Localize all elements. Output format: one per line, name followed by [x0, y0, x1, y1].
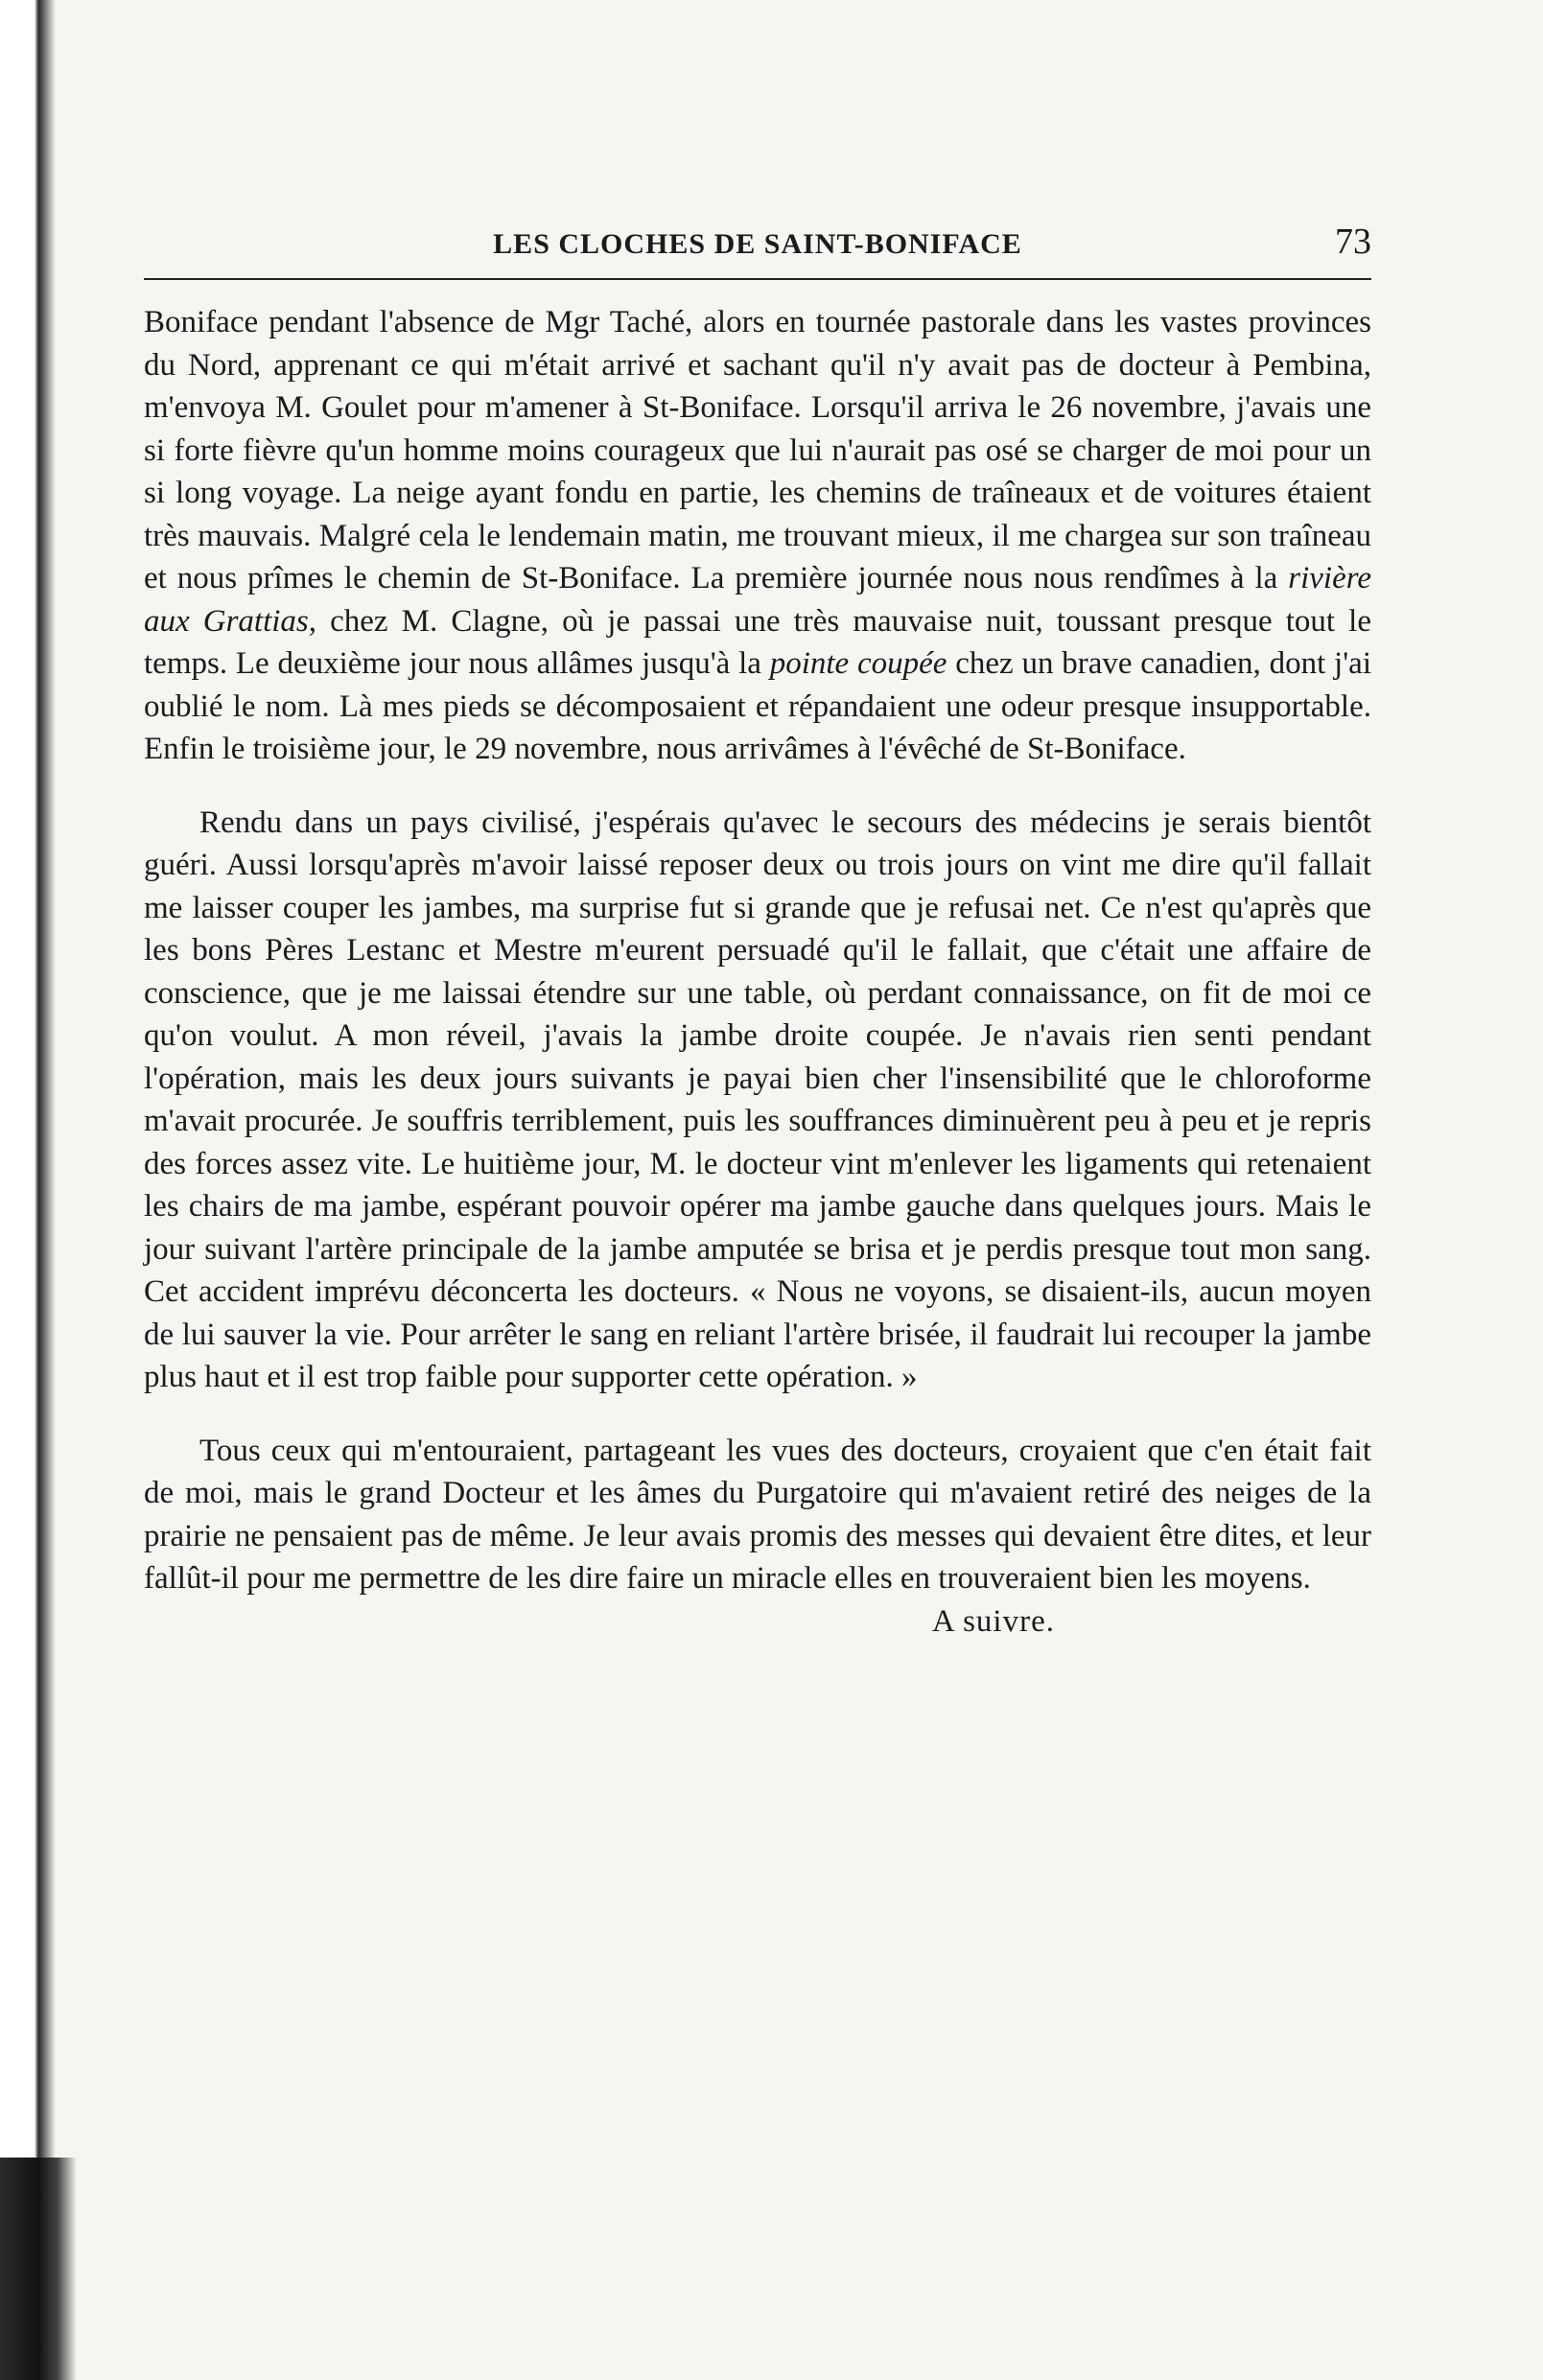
paragraph-2: Rendu dans un pays civilisé, j'espérais qu'avec le secours des médecins je serais bientôt guéri. Aussi lorsqu'après m'avoir laissé reposer deux ou trois jours on vint me dire qu'il fallait me laisser couper les jambes, ma surprise fut si grande que je refusai net. Ce n'est qu'après que les bons Pères Lestanc et Mestre m'eurent persuadé qu'il le fallait, que c'était une affaire de conscience, que je me laissai étendre sur une table, où perdant connaissance, on fit de moi ce qu'on voulut. A mon réveil, j'avais la jambe droite coupée. Je n'avais rien senti pendant l'opération, mais les deux jours suivants je payai bien cher l'insensibilité que le chloroforme m'avait procurée. Je souffris terriblement, puis les souffrances diminuèrent peu à peu et je repris des forces assez vite. Le huitième jour, M. le docteur vint m'enlever les ligaments qui retenaient les chairs de ma jambe, espérant pouvoir opérer ma jambe gauche dans quelques jours. Mais le jour suivant l'artère principale de la jambe amputée se brisa et je perdis presque tout mon sang. Cet accident imprévu déconcerta les docteurs. « Nous ne voyons, se disaient-ils, aucun moyen de lui sauver la vie. Pour arrêter le sang en reliant l'artère brisée, il faudrait lui recouper la jambe plus haut et il est trop faible pour supporter cette opération. »	[144, 805, 1371, 1394]
paragraph-3: Tous ceux qui m'entouraient, partageant les vues des docteurs, croyaient que c'en était fait de moi, mais le grand Docteur et les âmes du Purgatoire qui m'avaient retiré des neiges de la prairie ne pensaient pas de même. Je leur avais promis des messes qui devaient être dites, et leur fallût-il pour me permettre de les dire faire un miracle elles en trouveraient bien les moyens.	[144, 1433, 1371, 1596]
binding-shadow	[0, 2158, 77, 2380]
paragraph-1-text: Boniface pendant l'absence de Mgr Taché, alors en tournée pastorale dans les vastes provinces du Nord, apprenant ce qui m'était arrivé et sachant qu'il n'y avait pas de docteur à Pembina, m'envoya M. Goulet pour m'amener à St-Boniface. Lorsqu'il arriva le 26 novembre, j'avais une si forte fièvre qu'un homme moins courageux que lui n'aurait pas osé se charger de moi pour un si long voyage. La neige ayant fondu en partie, les chemins de traîneaux et de voitures étaient très mauvais. Malgré cela le lendemain matin, me trouvant mieux, il me chargea sur son traîneau et nous prîmes le chemin de St-Boniface. La première journée nous nous rendîmes à la	[144, 305, 1371, 595]
place-name-riviere: rivière aux Grattias	[144, 561, 1372, 639]
paragraph-1-text-end: chez un brave canadien, dont j'ai oublié le nom. Là mes pieds se décomposaient et répandaient une odeur presque insupportable. Enfin le troisième jour, le 29 novembre, nous arrivâmes à l'évêché de St-Boniface.	[144, 646, 1371, 766]
page-number: 73	[1335, 222, 1371, 262]
page-header	[144, 221, 1371, 280]
running-title: LES CLOCHES DE SAINT-BONIFACE	[493, 228, 1022, 260]
place-name-pointe: pointe coupée	[769, 646, 947, 681]
binding-edge	[0, 0, 67, 2380]
to-be-continued: A suivre.	[931, 1603, 1055, 1639]
paragraph-1-text-cont: , chez M. Clagne, où je passai une très mauvaise nuit, toussant presque tout le temps. Le deuxième jour nous allâmes jusqu'à la	[144, 603, 1371, 681]
body-text	[144, 301, 1371, 1643]
paragraph-1	[144, 301, 1371, 771]
book-page	[144, 221, 1371, 1674]
